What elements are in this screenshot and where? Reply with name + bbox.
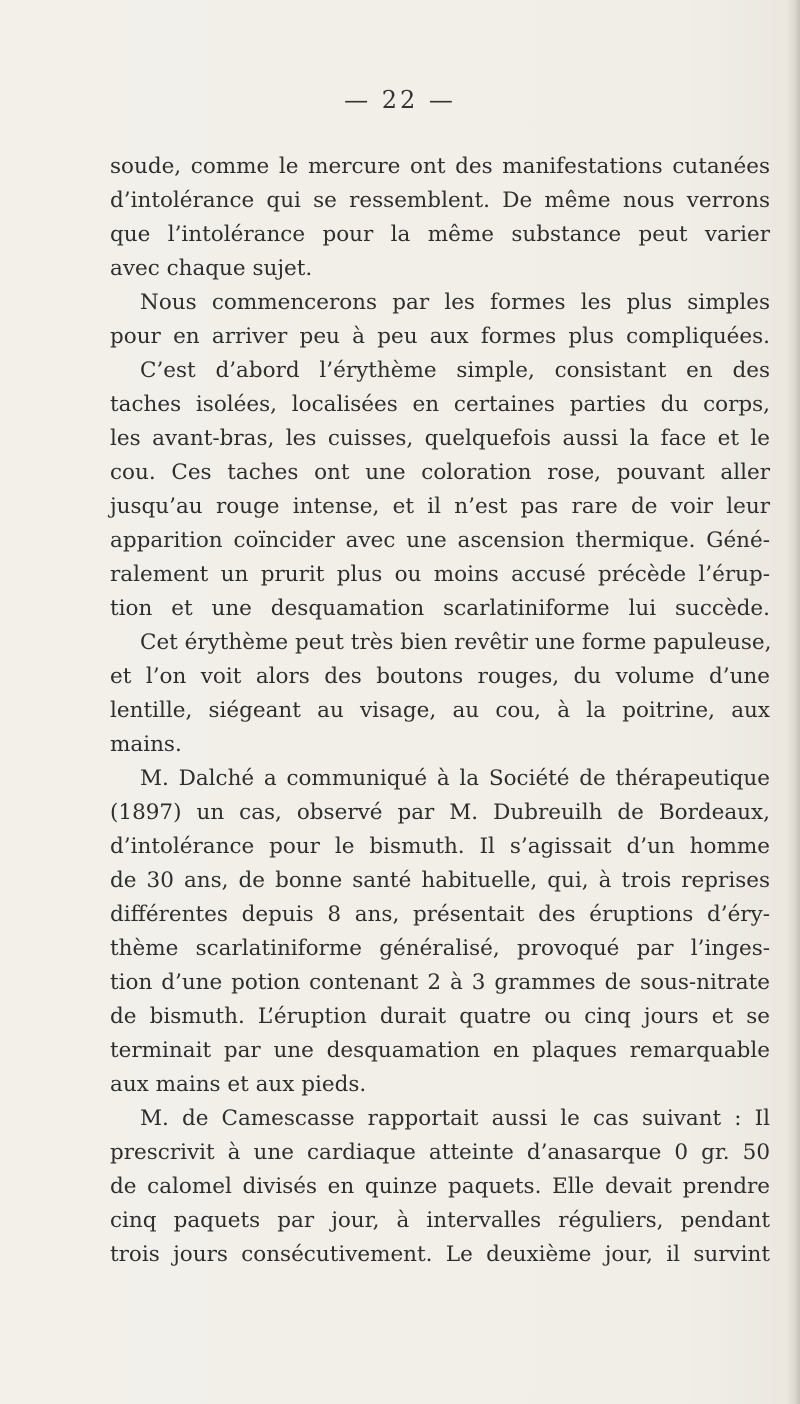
text-line: que l’intolérance pour la même substance peut varier xyxy=(110,222,770,247)
text-line: les avant-bras, les cuisses, quelquefois aussi la face et le xyxy=(110,426,770,451)
text-line: Cet érythème peut très bien revêtir une forme papuleuse, xyxy=(140,630,772,655)
text-line: cou. Ces taches ont une coloration rose, pouvant aller xyxy=(110,460,770,485)
text-line: de bismuth. L’éruption durait quatre ou cinq jours et se xyxy=(110,1004,770,1029)
text-line: ralement un prurit plus ou moins accusé précède l’érup- xyxy=(110,562,770,587)
text-line: M. de Camescasse rapportait aussi le cas suivant : Il xyxy=(140,1106,770,1131)
text-line: prescrivit à une cardiaque atteinte d’anasarque 0 gr. 50 xyxy=(110,1140,770,1165)
text-line: (1897) un cas, observé par M. Dubreuilh de Bordeaux, xyxy=(110,800,770,825)
text-line: M. Dalché a communiqué à la Société de thérapeutique xyxy=(140,766,770,791)
text-line: cinq paquets par jour, à intervalles réguliers, pendant xyxy=(110,1208,770,1233)
text-line: tion et une desquamation scarlatiniforme lui succède. xyxy=(110,596,770,621)
text-line: d’intolérance qui se ressemblent. De même nous verrons xyxy=(110,188,770,213)
text-line: thème scarlatiniforme généralisé, provoqué par l’inges- xyxy=(110,936,770,961)
text-line: pour en arriver peu à peu aux formes plus compliquées. xyxy=(110,324,770,349)
text-line: terminait par une desquamation en plaques remarquable xyxy=(110,1038,770,1063)
text-line: taches isolées, localisées en certaines parties du corps, xyxy=(110,392,770,417)
text-line: lentille, siégeant au visage, au cou, à la poitrine, aux xyxy=(110,698,770,723)
text-line: avec chaque sujet. xyxy=(110,256,313,281)
text-line: trois jours consécutivement. Le deuxième jour, il survint xyxy=(110,1242,770,1267)
text-line: et l’on voit alors des boutons rouges, du volume d’une xyxy=(110,664,770,689)
page-edge-shadow xyxy=(786,0,800,1404)
text-line: Nous commencerons par les formes les plus simples xyxy=(140,290,770,315)
text-line: C’est d’abord l’érythème simple, consistant en des xyxy=(140,358,770,383)
page-number: — 22 — xyxy=(344,86,456,114)
text-line: de calomel divisés en quinze paquets. Elle devait prendre xyxy=(110,1174,770,1199)
text-line: tion d’une potion contenant 2 à 3 grammes de sous-nitrate xyxy=(110,970,770,995)
text-line: soude, comme le mercure ont des manifestations cutanées xyxy=(110,154,770,179)
text-line: d’intolérance pour le bismuth. Il s’agissait d’un homme xyxy=(110,834,770,859)
text-line: apparition coïncider avec une ascension thermique. Géné- xyxy=(110,528,770,553)
text-line: de 30 ans, de bonne santé habituelle, qui, à trois reprises xyxy=(110,868,770,893)
text-line: mains. xyxy=(110,732,182,757)
text-line: aux mains et aux pieds. xyxy=(110,1072,367,1097)
text-line: différentes depuis 8 ans, présentait des éruptions d’éry- xyxy=(110,902,770,927)
text-line: jusqu’au rouge intense, et il n’est pas rare de voir leur xyxy=(110,494,770,519)
